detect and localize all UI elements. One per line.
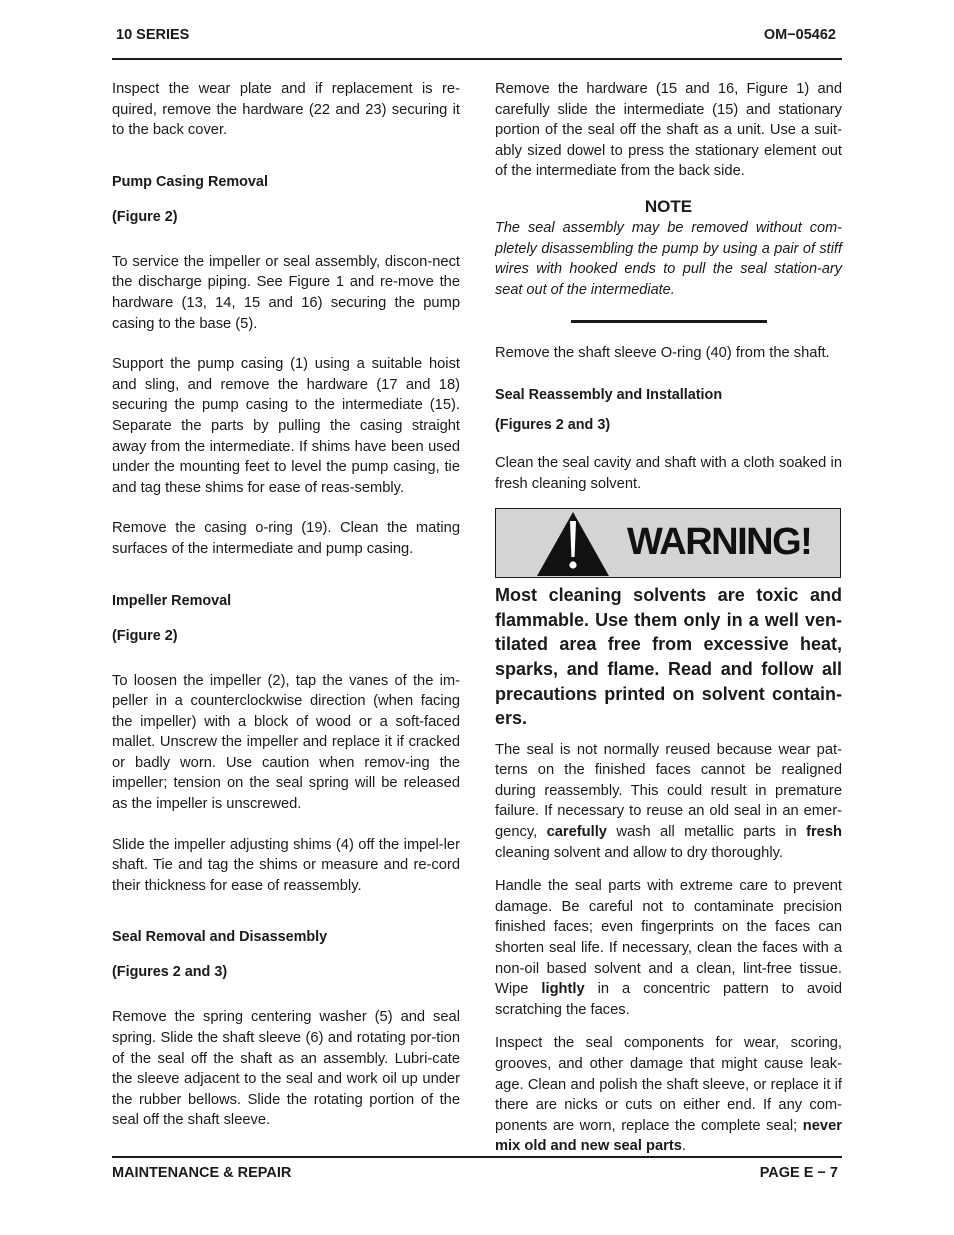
warning-banner [495, 508, 841, 578]
fresh-emphasis: fresh [806, 824, 842, 841]
impeller-paragraph-2: Slide the impeller adjusting shims (4) off the impel-ler shaft. Tie and tag the shims or measure and re-cord their thickness for ease of reassembly. [112, 836, 460, 894]
casing-paragraph-2: Support the pump casing (1) using a suitable hoist and sling, and remove the hardware (17 and 18) securing the pump casing to the intermediate (15). Separate the parts by pulling the casing straight away from the intermediate. If shims have been used under the mounting feet to level the pump casing, tie and tag these shims for ease of reas-sembly. [112, 356, 460, 496]
seal-removal-paragraph: Remove the spring centering washer (5) and seal spring. Slide the shaft sleeve (6) and rotating por-tion of the seal off the shaft as an assembly. Lubri-cate the sleeve adjacent to the seal and work oil up under the rubber bellows. Slide the rotating portion of the seal off the shaft sleeve. [112, 1009, 460, 1129]
header-rule [112, 58, 842, 60]
right-column [495, 79, 842, 1157]
note-end-rule [571, 320, 767, 323]
impeller-removal-heading: Impeller Removal [112, 592, 232, 609]
footer-rule [112, 1156, 842, 1158]
casing-paragraph-3: Remove the casing o-ring (19). Clean the mating surfaces of the intermediate and pump casing. [112, 520, 460, 557]
wear-plate-paragraph: Inspect the wear plate and if replacement is re-quired, remove the hardware (22 and 23) securing it to the back cover. [112, 81, 460, 139]
lightly-emphasis: lightly [541, 981, 585, 998]
header-doc-number: OM−05462 [763, 27, 836, 43]
handle-seal-paragraph: Handle the seal parts with extreme care to prevent damage. Be careful not to contaminate precision finished faces; even fingerprints on the faces can shorten seal life. If necessary, clean the faces with a non-oil based solvent and a clean, lint-free tissue. Wipe lightly in a concentric pattern to avoid scratching the faces. [495, 878, 842, 1018]
seal-reassembly-heading: Seal Reassembly and Installation [495, 386, 723, 403]
left-column [112, 79, 460, 1131]
impeller-paragraph-1: To loosen the impeller (2), tap the vanes of the im-peller in a counterclockwise direction (when facing the impeller) with a block of wood or a soft-faced mallet. Unscrew the impeller and replace it if cracked or badly worn. Use caution when remov-ing the impeller; tension on the seal spring will be released as the impeller is unscrewed. [112, 672, 460, 813]
seal-reassembly-figure-ref: (Figures 2 and 3) [495, 416, 611, 433]
seal-removal-figure-ref: (Figures 2 and 3) [112, 964, 228, 981]
warning-label: WARNING! [627, 521, 812, 564]
note-text: The seal assembly may be removed without com-pletely disassembling the pump by using a pair of stiff wires with hooked ends to pull the seal station-ary seat out of the intermediate. [495, 219, 842, 298]
never-mix-emphasis: never mix old and new seal parts [495, 1117, 842, 1155]
seal-reuse-paragraph: The seal is not normally reused because wear pat-terns on the finished faces cannot be realigned during reassembly. This could result in premature failure. If necessary to reuse an old seal in an emer-gency, carefully wash all metallic parts in fresh cleaning solvent and allow to dry thoroughly. [495, 741, 842, 861]
sleeve-oring-paragraph: Remove the shaft sleeve O-ring (40) from the shaft. [495, 345, 830, 362]
clean-cavity-paragraph: Clean the seal cavity and shaft with a cloth soaked in fresh cleaning solvent. [495, 454, 842, 492]
pump-casing-removal-heading: Pump Casing Removal [112, 173, 268, 190]
footer-section: MAINTENANCE & REPAIR [112, 1165, 292, 1181]
casing-paragraph-1: To service the impeller or seal assembly, discon-nect the discharge piping. See Figure 1 and re-move the hardware (13, 14, 15 and 16) securing the pump casing to the base (5). [112, 253, 460, 332]
carefully-emphasis: carefully [546, 824, 607, 841]
header-series: 10 SERIES [116, 27, 190, 43]
warning-text: Most cleaning solvents are toxic and flammable. Use them only in a well ven-tilated area free from excessive heat, sparks, and flame. Read and follow all precautions printed on solvent contain-ers. [495, 585, 842, 729]
seal-removal-heading: Seal Removal and Disassembly [112, 929, 328, 946]
intermediate-removal-paragraph: Remove the hardware (15 and 16, Figure 1) and carefully slide the intermediate (15) and stationary portion of the seal off the shaft as a unit. Use a suit-ably sized dowel to press the stationary element out of the intermediate from the back side. [495, 81, 842, 180]
inspect-seal-paragraph: Inspect the seal components for wear, scoring, grooves, and other damage that might cause leak-age. Clean and polish the shaft sleeve, or replace it if there are nicks or cuts on either end. If any com-ponents are worn, replace the complete seal; never mix old and new seal parts. [495, 1035, 842, 1155]
impeller-figure-ref: (Figure 2) [112, 627, 178, 644]
note-title: NOTE [644, 196, 693, 216]
warning-triangle-icon [536, 511, 610, 577]
pump-casing-figure-ref: (Figure 2) [112, 208, 178, 225]
footer-page-number: PAGE E − 7 [759, 1165, 838, 1181]
